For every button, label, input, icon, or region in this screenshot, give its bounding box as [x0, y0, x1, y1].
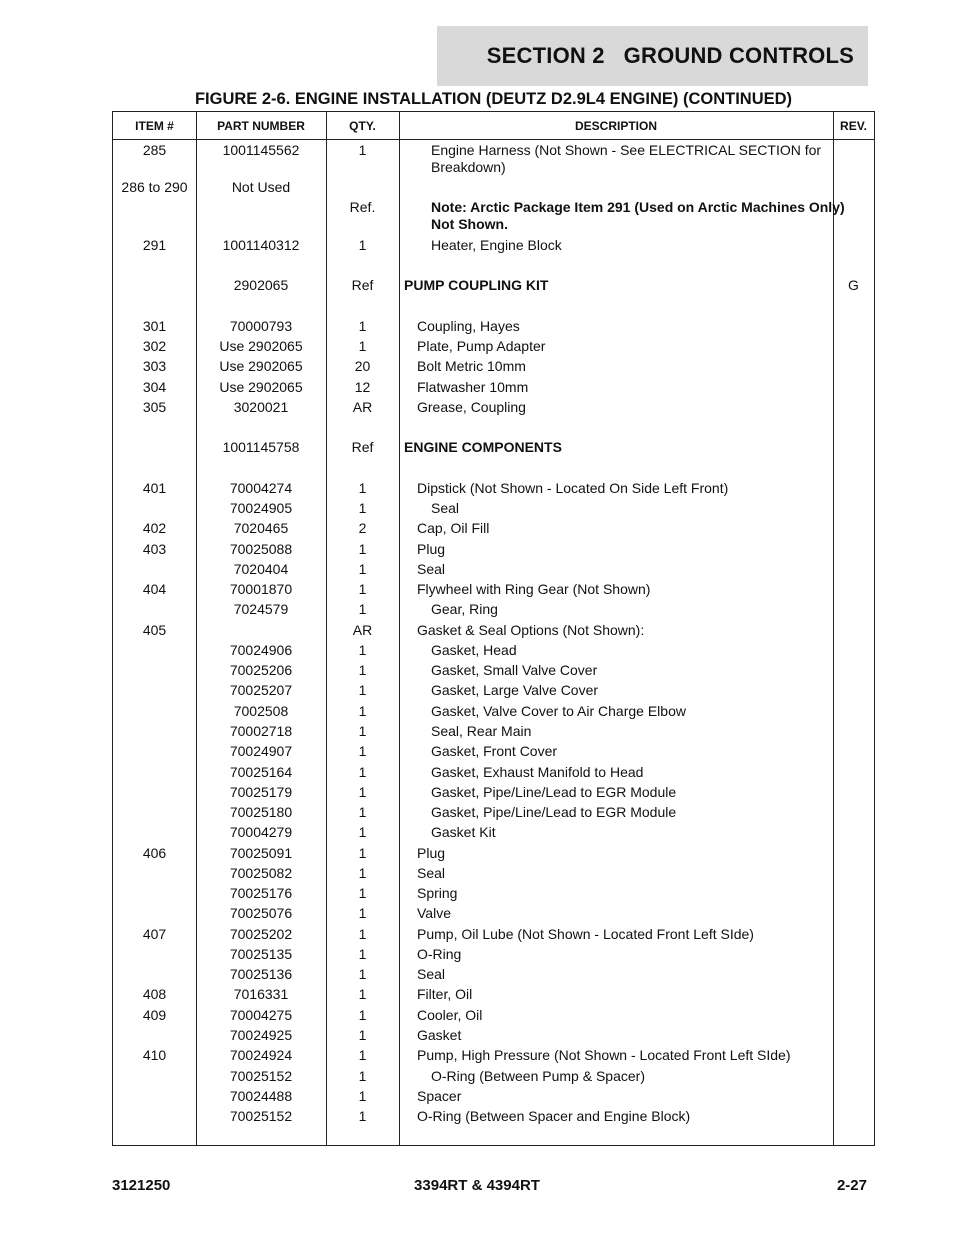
description-cell: Seal	[417, 966, 446, 982]
description-cell: Cap, Oil Fill	[417, 520, 490, 536]
part-number-cell: 70001870	[229, 581, 293, 597]
part-number-cell: Use 2902065	[219, 379, 303, 395]
quantity-cell: 1	[358, 1088, 367, 1104]
parts-table	[112, 111, 875, 1146]
quantity-cell: 1	[358, 601, 367, 617]
part-number-cell: 70025082	[229, 865, 293, 881]
quantity-cell: 1	[358, 966, 367, 982]
quantity-cell: 1	[358, 338, 367, 354]
column-header-description: DESCRIPTION	[574, 118, 657, 133]
quantity-cell: 1	[358, 946, 367, 962]
part-number-cell: 70025152	[229, 1108, 293, 1124]
description-cell: Gasket Kit	[431, 824, 496, 840]
section-title: SECTION 2 GROUND CONTROLS	[486, 43, 854, 68]
description-cell: PUMP COUPLING KIT	[404, 277, 549, 293]
description-cell: Cooler, Oil	[417, 1007, 483, 1023]
item-number-cell: 302	[142, 338, 167, 354]
description-cell: Plug	[417, 845, 446, 861]
quantity-cell: 12	[354, 379, 371, 395]
part-number-cell: 70024907	[229, 743, 293, 759]
quantity-cell: 1	[358, 682, 367, 698]
quantity-cell: 1	[358, 500, 367, 516]
page-number: 2-27	[836, 1177, 867, 1194]
quantity-cell: AR	[352, 622, 373, 638]
item-number-cell: 409	[142, 1007, 167, 1023]
quantity-cell: 1	[358, 1027, 367, 1043]
quantity-cell: Ref	[351, 277, 374, 293]
part-number-cell: 70025091	[229, 845, 293, 861]
description-cell: Gasket, Exhaust Manifold to Head	[431, 764, 644, 780]
description-cell: Gasket, Pipe/Line/Lead to EGR Module	[431, 784, 677, 800]
description-cell: Flywheel with Ring Gear (Not Shown)	[417, 581, 651, 597]
quantity-cell: 1	[358, 541, 367, 557]
description-cell: Pump, High Pressure (Not Shown - Located Front Left SIde)	[417, 1047, 791, 1063]
quantity-cell: 1	[358, 581, 367, 597]
description-cell: Seal	[417, 561, 446, 577]
description-cell: Plate, Pump Adapter	[417, 338, 546, 354]
column-header-rev: REV.	[840, 118, 867, 133]
quantity-cell: 1	[358, 743, 367, 759]
description-cell: Note: Arctic Package Item 291 (Used on Arctic Machines Only) Not Shown.	[431, 199, 845, 232]
quantity-cell: 2	[358, 520, 367, 536]
quantity-cell: 1	[358, 561, 367, 577]
item-number-cell: 406	[142, 845, 167, 861]
quantity-cell: 1	[358, 865, 367, 881]
item-number-cell: 407	[142, 926, 167, 942]
description-cell: Bolt Metric 10mm	[417, 358, 526, 374]
part-number-cell: Not Used	[231, 179, 291, 195]
column-divider	[399, 112, 400, 1145]
part-number-cell: 1001145562	[222, 142, 300, 158]
quantity-cell: Ref	[351, 439, 374, 455]
quantity-cell: 1	[358, 318, 367, 334]
description-cell: Gasket, Valve Cover to Air Charge Elbow	[431, 703, 686, 719]
quantity-cell: 1	[358, 804, 367, 820]
part-number-cell: 70025206	[229, 662, 293, 678]
part-number-cell: 1001140312	[222, 237, 300, 253]
quantity-cell: 1	[358, 237, 367, 253]
quantity-cell: 1	[358, 1047, 367, 1063]
description-cell: Gasket	[417, 1027, 462, 1043]
part-number-cell: 70025202	[229, 926, 293, 942]
item-number-cell: 408	[142, 986, 167, 1002]
part-number-cell: 1001145758	[222, 439, 300, 455]
part-number-cell: 7002508	[233, 703, 289, 719]
quantity-cell: Ref.	[349, 199, 376, 215]
description-cell: Seal	[417, 865, 446, 881]
part-number-cell: 70025164	[229, 764, 293, 780]
part-number-cell: 7020465	[233, 520, 289, 536]
description-cell: O-Ring (Between Spacer and Engine Block)	[417, 1108, 691, 1124]
part-number-cell: 70000793	[229, 318, 293, 334]
model-numbers: 3394RT & 4394RT	[414, 1177, 540, 1194]
description-cell: O-Ring (Between Pump & Spacer)	[431, 1068, 645, 1084]
part-number-cell: 7020404	[233, 561, 289, 577]
figure-title: FIGURE 2-6. ENGINE INSTALLATION (DEUTZ D2.9L4 ENGINE) (CONTINUED)	[194, 90, 793, 108]
item-number-cell: 301	[142, 318, 167, 334]
description-cell: Plug	[417, 541, 446, 557]
description-cell: Spring	[417, 885, 458, 901]
quantity-cell: 1	[358, 142, 367, 158]
part-number-cell: 70004274	[229, 480, 293, 496]
quantity-cell: 1	[358, 764, 367, 780]
part-number-cell: 70024905	[229, 500, 293, 516]
description-cell: Engine Harness (Not Shown - See ELECTRICAL SECTION for Breakdown)	[431, 142, 822, 175]
part-number-cell: 70025135	[229, 946, 293, 962]
part-number-cell: 70004279	[229, 824, 293, 840]
item-number-cell: 402	[142, 520, 167, 536]
description-cell: Gasket, Head	[431, 642, 517, 658]
quantity-cell: 1	[358, 845, 367, 861]
part-number-cell: 70025207	[229, 682, 293, 698]
item-number-cell: 403	[142, 541, 167, 557]
description-cell: Gasket, Pipe/Line/Lead to EGR Module	[431, 804, 677, 820]
description-cell: Pump, Oil Lube (Not Shown - Located Front Left SIde)	[417, 926, 754, 942]
part-number-cell: Use 2902065	[219, 358, 303, 374]
item-number-cell: 404	[142, 581, 167, 597]
part-number-cell: 70024488	[229, 1088, 293, 1104]
item-number-cell: 291	[142, 237, 167, 253]
item-number-cell: 405	[142, 622, 167, 638]
description-cell: Gasket, Large Valve Cover	[431, 682, 599, 698]
description-cell: O-Ring	[417, 946, 462, 962]
description-cell: Heater, Engine Block	[431, 237, 562, 253]
part-number-cell: 70025176	[229, 885, 293, 901]
part-number-cell: 7024579	[233, 601, 289, 617]
quantity-cell: 20	[354, 358, 371, 374]
description-cell: Gear, Ring	[431, 601, 498, 617]
quantity-cell: 1	[358, 703, 367, 719]
description-cell: Gasket, Front Cover	[431, 743, 558, 759]
quantity-cell: 1	[358, 662, 367, 678]
part-number-cell: 70004275	[229, 1007, 293, 1023]
description-cell: ENGINE COMPONENTS	[404, 439, 562, 455]
part-number-cell: 70025136	[229, 966, 293, 982]
quantity-cell: 1	[358, 1007, 367, 1023]
part-number-cell: 3020021	[233, 399, 289, 415]
item-number-cell: 410	[142, 1047, 167, 1063]
quantity-cell: 1	[358, 642, 367, 658]
description-cell: Flatwasher 10mm	[417, 379, 529, 395]
item-number-cell: 401	[142, 480, 167, 496]
quantity-cell: 1	[358, 885, 367, 901]
part-number-cell: Use 2902065	[219, 338, 303, 354]
item-number-cell: 286 to 290	[121, 179, 188, 195]
description-cell: Seal, Rear Main	[431, 723, 532, 739]
revision-cell: G	[848, 277, 859, 293]
description-cell: Gasket & Seal Options (Not Shown):	[417, 622, 645, 638]
description-cell: Seal	[431, 500, 460, 516]
quantity-cell: AR	[352, 399, 373, 415]
part-number-cell: 70024924	[229, 1047, 293, 1063]
description-cell: Gasket, Small Valve Cover	[431, 662, 598, 678]
part-number-cell: 70024925	[229, 1027, 293, 1043]
column-header-item: ITEM #	[135, 118, 174, 133]
quantity-cell: 1	[358, 784, 367, 800]
description-cell: Filter, Oil	[417, 986, 473, 1002]
part-number-cell: 70024906	[229, 642, 293, 658]
quantity-cell: 1	[358, 824, 367, 840]
header-divider	[113, 139, 874, 140]
part-number-cell: 70025076	[229, 905, 293, 921]
quantity-cell: 1	[358, 1108, 367, 1124]
quantity-cell: 1	[358, 723, 367, 739]
description-cell: Spacer	[417, 1088, 462, 1104]
quantity-cell: 1	[358, 480, 367, 496]
section-banner	[437, 26, 868, 86]
part-number-cell: 70025088	[229, 541, 293, 557]
description-cell: Coupling, Hayes	[417, 318, 520, 334]
quantity-cell: 1	[358, 1068, 367, 1084]
part-number-cell: 7016331	[233, 986, 289, 1002]
quantity-cell: 1	[358, 986, 367, 1002]
item-number-cell: 285	[142, 142, 167, 158]
part-number-cell: 70002718	[229, 723, 293, 739]
description-cell: Valve	[417, 905, 451, 921]
item-number-cell: 305	[142, 399, 167, 415]
column-header-qty: QTY.	[349, 118, 376, 133]
doc-number: 3121250	[112, 1177, 171, 1194]
quantity-cell: 1	[358, 926, 367, 942]
column-header-part-number: PART NUMBER	[217, 118, 305, 133]
part-number-cell: 70025179	[229, 784, 293, 800]
quantity-cell: 1	[358, 905, 367, 921]
part-number-cell: 70025152	[229, 1068, 293, 1084]
item-number-cell: 304	[142, 379, 167, 395]
description-cell: Dipstick (Not Shown - Located On Side Left Front)	[417, 480, 729, 496]
part-number-cell: 2902065	[233, 277, 289, 293]
part-number-cell: 70025180	[229, 804, 293, 820]
item-number-cell: 303	[142, 358, 167, 374]
description-cell: Grease, Coupling	[417, 399, 526, 415]
